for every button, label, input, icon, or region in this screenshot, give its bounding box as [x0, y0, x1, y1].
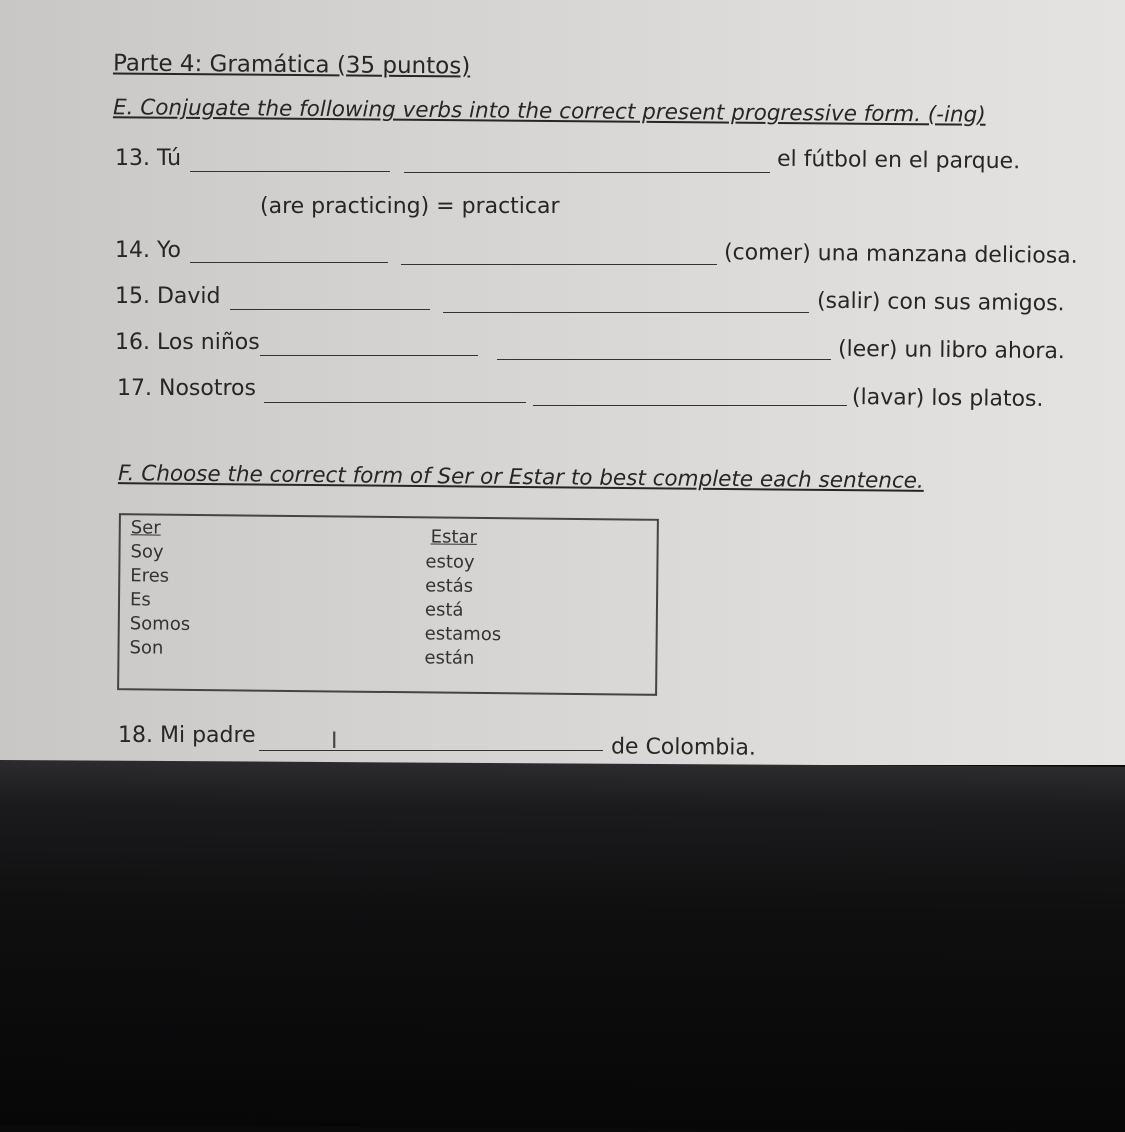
part-title: Parte 4: Gramática (35 puntos)	[112, 50, 471, 80]
q15-subject: 15. David	[115, 284, 221, 309]
q15-blank-2[interactable]	[443, 312, 809, 313]
q15-blank-1[interactable]	[230, 309, 430, 310]
estar-form: están	[424, 647, 475, 669]
q14-subject: 14. Yo	[115, 238, 181, 263]
ser-form: Son	[129, 637, 164, 659]
q18-blank[interactable]	[259, 750, 603, 751]
ser-form: Eres	[130, 565, 170, 587]
ser-estar-conjugation-box	[117, 513, 659, 696]
estar-form: estoy	[425, 551, 475, 573]
section-e-instruction: E. Conjugate the following verbs into the correct present progressive form. (-ing)	[112, 95, 986, 128]
q16-blank-1[interactable]	[260, 355, 478, 356]
ser-header: Ser	[130, 517, 161, 539]
q16-blank-2[interactable]	[497, 359, 831, 360]
q14-ending: (comer) una manzana deliciosa.	[723, 240, 1078, 269]
estar-form: estamos	[424, 623, 502, 646]
q15-ending: (salir) con sus amigos.	[816, 288, 1065, 317]
q18-subject: 18. Mi padre	[118, 723, 256, 748]
estar-form: está	[424, 599, 464, 621]
q13-blank-2[interactable]	[404, 172, 770, 173]
q13-hint: (are practicing) = practicar	[260, 194, 560, 219]
q16-ending: (leer) un libro ahora.	[837, 336, 1065, 365]
ser-form: Es	[129, 589, 151, 611]
ser-form: Soy	[130, 541, 164, 563]
q13-ending: el fútbol en el parque.	[776, 146, 1021, 175]
estar-header: Estar	[430, 526, 478, 548]
q14-blank-1[interactable]	[190, 262, 388, 263]
q13-blank-1[interactable]	[190, 171, 390, 172]
q13-subject: 13. Tú	[115, 146, 182, 171]
q17-blank-1[interactable]	[264, 402, 526, 403]
monitor-bezel	[0, 760, 1125, 1132]
q17-ending: (lavar) los platos.	[851, 384, 1044, 413]
q17-subject: 17. Nosotros	[117, 376, 256, 401]
q16-subject: 16. Los niños	[115, 330, 260, 355]
text-cursor-icon: I	[331, 729, 338, 754]
q14-blank-2[interactable]	[401, 264, 717, 265]
q18-ending: de Colombia.	[610, 734, 756, 761]
ser-form: Somos	[129, 613, 191, 635]
estar-form: estás	[425, 575, 474, 597]
section-f-instruction: F. Choose the correct form of Ser or Estar to best complete each sentence.	[117, 461, 924, 494]
q17-blank-2[interactable]	[533, 405, 847, 406]
